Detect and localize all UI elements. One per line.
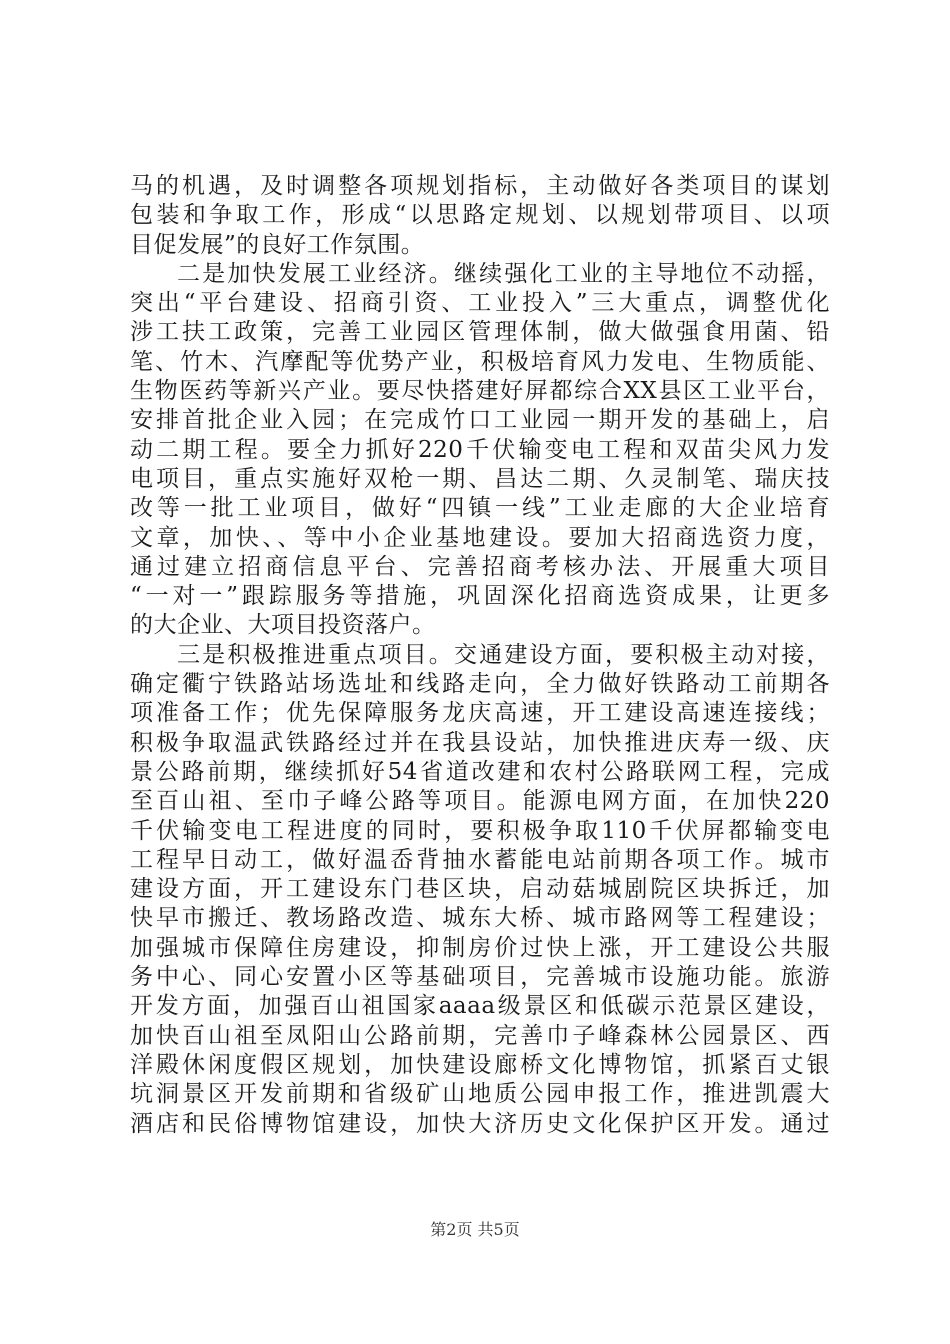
text-line: 二是加快发展工业经济。继续强化工业的主导地位不动摇， xyxy=(177,260,830,287)
text-line: 务中心、同心安置小区等基础项目，完善城市设施功能。旅游 xyxy=(130,964,830,991)
text-line: 马的机遇，及时调整各项规划指标，主动做好各类项目的谋划 xyxy=(130,173,830,199)
text-line: “一对一”跟踪服务等措施，巩固深化招商选资成果，让更多 xyxy=(130,583,830,610)
text-line: 加强城市保障住房建设，抑制房价过快上涨，开工建设公共服 xyxy=(130,934,830,961)
text-line: 突出“平台建设、招商引资、工业投入”三大重点，调整优化 xyxy=(130,290,830,317)
paragraph xyxy=(130,172,830,260)
text-line: 洋殿休闲度假区规划，加快建设廊桥文化博物馆，抓紧百丈银 xyxy=(130,1051,830,1078)
text-line: 涉工扶工政策，完善工业园区管理体制，做大做强食用菌、铅 xyxy=(130,319,830,346)
text-line: 包装和争取工作，形成“以思路定规划、以规划带项目、以项 xyxy=(130,202,830,229)
text-line: 目促发展”的良好工作氛围。 xyxy=(130,231,425,258)
text-line: 建设方面，开工建设东门巷区块，启动菇城剧院区块拆迁，加 xyxy=(130,876,830,903)
text-line: 的大企业、大项目投资落户。 xyxy=(130,612,436,639)
text-line: 至百山祖、至巾子峰公路等项目。能源电网方面，在加快220 xyxy=(130,788,830,815)
text-line: 项准备工作；优先保障服务龙庆高速，开工建设高速连接线； xyxy=(130,700,830,727)
text-line: 确定衢宁铁路站场选址和线路走向，全力做好铁路动工前期各 xyxy=(130,671,830,698)
text-line: 文章，加快、、等中小企业基地建设。要加大招商选资力度， xyxy=(130,524,830,551)
text-line: 工程早日动工，做好温岙背抽水蓄能电站前期各项工作。城市 xyxy=(130,846,830,873)
text-line: 坑洞景区开发前期和省级矿山地质公园申报工作，推进凯震大 xyxy=(130,1081,830,1108)
text-line: 动二期工程。要全力抓好220千伏输变电工程和双苗尖风力发 xyxy=(130,436,830,463)
page-number-label: 第2页 共5页 xyxy=(430,1220,520,1239)
text-line: 笔、竹木、汽摩配等优势产业，积极培育风力发电、生物质能、 xyxy=(130,348,830,375)
text-line: 三是积极推进重点项目。交通建设方面，要积极主动对接， xyxy=(177,641,830,668)
text-line: 积极争取温武铁路经过并在我县设站，加快推进庆寿一级、庆 xyxy=(130,729,830,756)
paragraph xyxy=(130,641,830,1139)
text-line: 千伏输变电工程进度的同时，要积极争取110千伏屏都输变电 xyxy=(130,817,830,844)
text-line: 安排首批企业入园；在完成竹口工业园一期开发的基础上，启 xyxy=(130,407,830,434)
page-footer xyxy=(0,1217,950,1240)
text-line: 快早市搬迁、教场路改造、城东大桥、城市路网等工程建设； xyxy=(130,905,830,932)
text-line: 通过建立招商信息平台、完善招商考核办法、开展重大项目 xyxy=(130,553,830,580)
text-line: 电项目，重点实施好双枪一期、昌达二期、久灵制笔、瑞庆技 xyxy=(130,465,830,492)
text-line: 改等一批工业项目，做好“四镇一线”工业走廊的大企业培育 xyxy=(130,495,830,522)
text-line: 景公路前期，继续抓好54省道改建和农村公路联网工程，完成 xyxy=(130,758,830,785)
text-line: 酒店和民俗博物馆建设，加快大济历史文化保护区开发。通过 xyxy=(130,1110,830,1137)
document-body xyxy=(130,172,830,1139)
paragraph xyxy=(130,260,830,641)
text-line: 开发方面，加强百山祖国家aaaa级景区和低碳示范景区建设， xyxy=(130,993,830,1020)
text-line: 加快百山祖至凤阳山公路前期，完善巾子峰森林公园景区、西 xyxy=(130,1022,830,1049)
text-line: 生物医药等新兴产业。要尽快搭建好屏都综合XX县区工业平台， xyxy=(130,378,830,405)
